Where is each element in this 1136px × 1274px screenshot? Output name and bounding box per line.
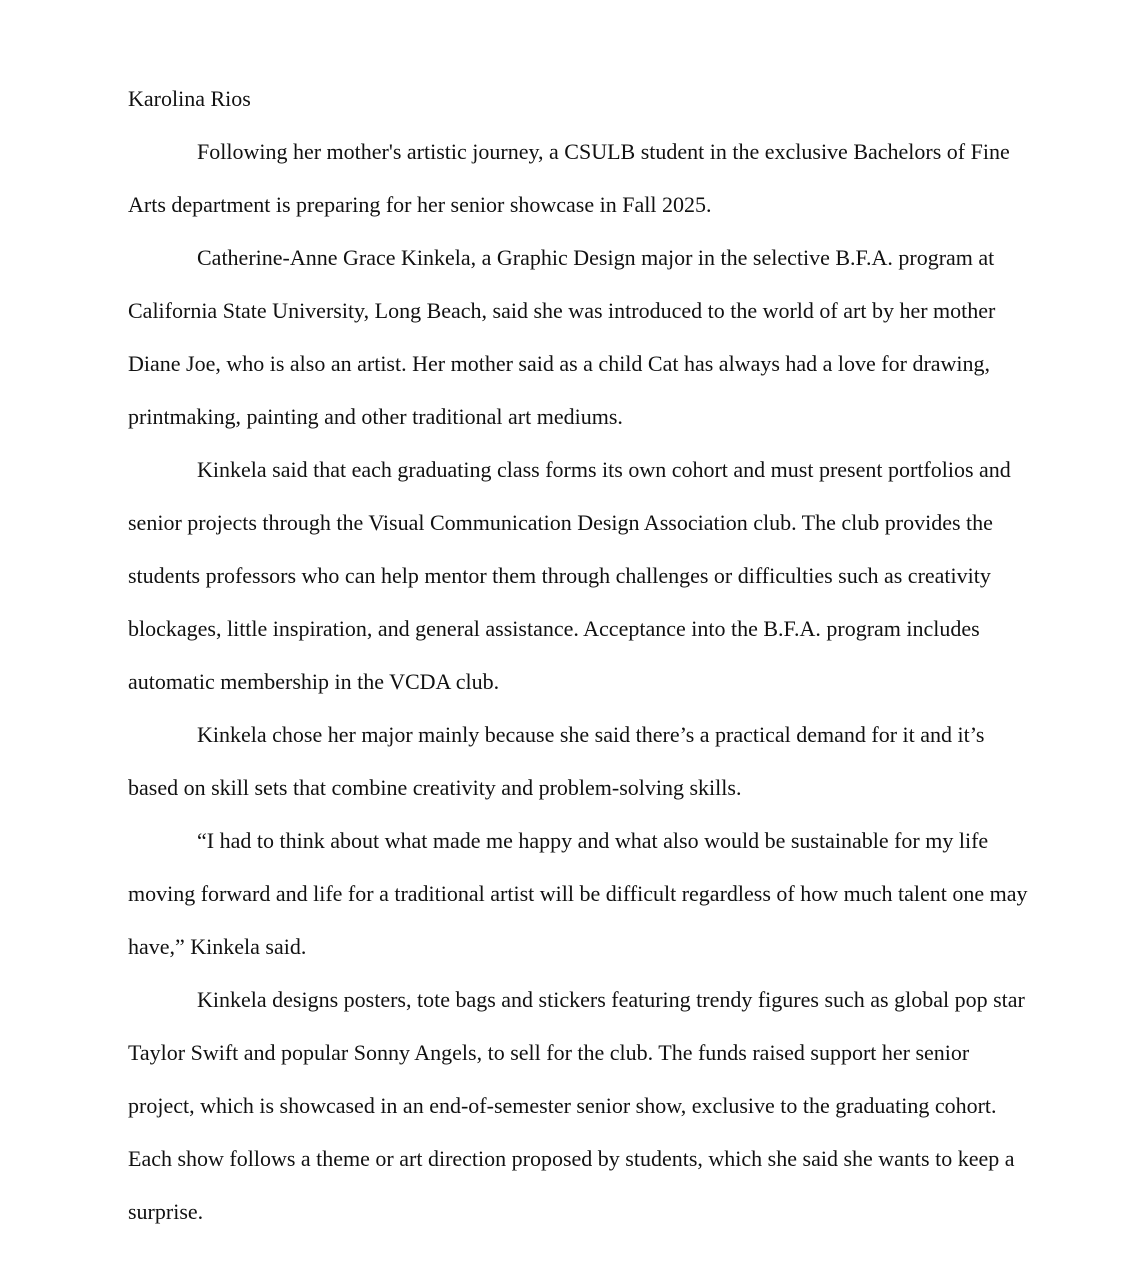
document-body bbox=[128, 80, 1033, 1238]
paragraph-2: Catherine-Anne Grace Kinkela, a Graphic Design major in the selective B.F.A. program at California State University, Long Beach, said she was introduced to the world of art by her mother Diane Joe, who is also an artist. Her mother said as a child Cat has always had a love for drawing, printmaking, painting and other traditional art mediums. bbox=[128, 245, 996, 429]
author-name: Karolina Rios bbox=[128, 86, 251, 111]
paragraph-1: Following her mother's artistic journey, a CSULB student in the exclusive Bachelors of Fine Arts department is preparing for her senior showcase in Fall 2025. bbox=[128, 139, 1010, 217]
paragraph-3: Kinkela said that each graduating class forms its own cohort and must present portfolios and senior projects through the Visual Communication Design Association club. The club provides the students professors who can help mentor them through challenges or difficulties such as creativity blockages, little inspiration, and general assistance. Acceptance into the B.F.A. program includes automatic membership in the VCDA club. bbox=[128, 457, 1011, 694]
paragraph-4: Kinkela chose her major mainly because she said there’s a practical demand for it and it’s based on skill sets that combine creativity and problem-solving skills. bbox=[128, 722, 985, 800]
paragraph-5: “I had to think about what made me happy and what also would be sustainable for my life moving forward and life for a traditional artist will be difficult regardless of how much talent one may have,” Kinkela said. bbox=[128, 828, 1028, 959]
paragraph-6: Kinkela designs posters, tote bags and stickers featuring trendy figures such as global pop star Taylor Swift and popular Sonny Angels, to sell for the club. The funds raised support her senior project, which is showcased in an end-of-semester senior show, exclusive to the graduating cohort. Each show follows a theme or art direction proposed by students, which she said she wants to keep a surprise. bbox=[128, 987, 1025, 1224]
